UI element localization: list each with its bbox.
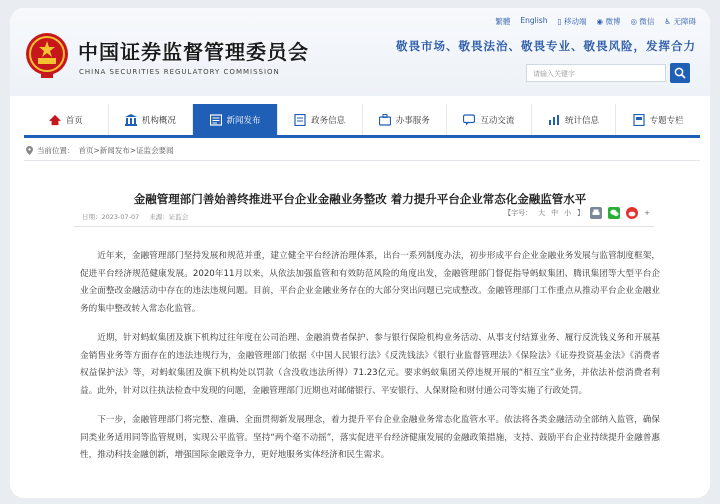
article-paragraph: 近年来，金融管理部门坚持发展和规范并重，建立健全平台经济治理体系，出台一系列制度办法，初步形成平台企业金融业务发展与监管制度框架，促进平台经济规范健康发展。2020年11月以来，从依法加强监管和有效防范风险的角度出发，金融管理部门督促指导蚂蚁集团、腾讯集团等大型平台企业全面整改金融活动中存在的违法违规问题。目前，平台企业金融业务存在的大部分突出问题已完成整改。金融管理部门工作重点从推动平台企业金融业务的集中整改转入常态化监管。 xyxy=(80,251,660,314)
font-size-label: 【字号： xyxy=(504,209,533,217)
link-weibo[interactable]: ◉ 微博 xyxy=(596,17,621,26)
accessibility-icon: ♿ xyxy=(664,17,672,26)
main-nav xyxy=(24,104,700,138)
font-size-medium[interactable]: 中 xyxy=(551,209,559,217)
nav-item-about[interactable]: 机构概况 xyxy=(109,104,194,135)
service-icon xyxy=(379,114,391,126)
more-share-icon[interactable]: + xyxy=(644,209,650,217)
home-icon xyxy=(49,114,61,126)
article-date: 日期：2023-07-07 xyxy=(82,213,140,221)
article-title: 金融管理部门善始善终推进平台企业金融业务整改 着力提升平台企业常态化金融监管水平 xyxy=(133,192,587,206)
site-slogan: 敬畏市场、敬畏法治、敬畏专业、敬畏风险，发挥合力 xyxy=(396,39,696,53)
nav-item-services[interactable]: 办事服务 xyxy=(363,104,448,135)
font-size-small[interactable]: 小 xyxy=(564,209,572,217)
link-mobile[interactable]: ▯ 移动端 xyxy=(557,17,587,26)
chart-icon xyxy=(548,114,560,126)
folder-icon xyxy=(633,114,645,126)
search-icon xyxy=(674,67,686,79)
nav-item-interaction[interactable]: 互动交流 xyxy=(447,104,532,135)
link-accessibility[interactable]: ♿ 无障碍 xyxy=(664,17,696,26)
weibo-share-icon[interactable] xyxy=(626,207,638,219)
org-name-cn: 中国证券监督管理委员会 xyxy=(78,40,309,64)
breadcrumb xyxy=(26,145,174,156)
document-icon xyxy=(294,114,306,126)
link-wechat[interactable]: ◎ 微信 xyxy=(630,17,655,26)
breadcrumb-divider xyxy=(24,160,700,161)
nav-item-statistics[interactable]: 统计信息 xyxy=(532,104,617,135)
article-paragraph: 近期，针对蚂蚁集团及旗下机构过往年度在公司治理、金融消费者保护、参与银行保险机构业务活动、从事支付结算业务、履行反洗钱义务和开展基金销售业务等方面存在的违法违规行为，金融管理部门依据《中国人民银行法》《反洗钱法》《银行业监督管理法》《保险法》《证券投资基金法》《消费者权益保护法》等，对蚂蚁集团及旗下机构处以罚款（含没收违法所得）71.23亿元。要求蚂蚁集团关停违规开展的“相互宝”业务，并依法补偿消费者利益。此外，针对以往执法检查中发现的问题，金融管理部门近期也对邮储银行、平安银行、人保财险和财付通公司等实施了行政处罚。 xyxy=(80,333,660,396)
search-button[interactable] xyxy=(670,63,690,83)
article-body xyxy=(80,248,660,477)
font-size-large[interactable]: 大 xyxy=(538,209,546,217)
nav-item-gov-info[interactable]: 政务信息 xyxy=(278,104,363,135)
top-links xyxy=(495,16,696,27)
location-pin-icon xyxy=(26,146,33,155)
mobile-icon: ▯ xyxy=(557,17,562,26)
org-name-en: CHINA SECURITIES REGULATORY COMMISSION xyxy=(79,68,280,76)
nav-item-topics[interactable]: 专题专栏 xyxy=(616,104,700,135)
wechat-share-icon[interactable] xyxy=(608,207,620,219)
breadcrumb-prefix: 当前位置： xyxy=(37,146,75,155)
chat-icon xyxy=(463,114,475,126)
article-source: 来源：证监会 xyxy=(149,213,189,221)
browser-page xyxy=(10,8,710,498)
weibo-icon: ◉ xyxy=(596,17,604,26)
wechat-icon: ◎ xyxy=(630,17,637,26)
article-divider xyxy=(74,226,654,227)
nav-item-home[interactable]: 首页 xyxy=(24,104,109,135)
print-icon[interactable] xyxy=(590,207,602,219)
font-size-close: 】 xyxy=(577,209,585,217)
breadcrumb-path[interactable]: 首页>新闻发布>证监会要闻 xyxy=(78,146,174,155)
article-meta xyxy=(82,212,188,221)
article-paragraph: 下一步，金融管理部门将完整、准确、全面贯彻新发展理念，着力提升平台企业金融业务常态化监管水平。依法将各类金融活动全部纳入监管，确保同类业务适用同等监管规则，实现公平监管。坚持“两个毫不动摇”，落实促进平台经济健康发展的金融政策措施，支持、鼓励平台企业持续提升金融普惠性，推动科技金融创新，增强国际金融竞争力，更好地服务实体经济和民生需求。 xyxy=(80,415,660,460)
article-tools xyxy=(504,207,650,219)
search-input[interactable]: 请输入关键字 xyxy=(526,64,666,82)
site-header xyxy=(10,8,710,96)
link-english[interactable]: English xyxy=(520,16,548,25)
news-icon xyxy=(210,114,222,126)
national-emblem-icon xyxy=(24,30,70,80)
nav-item-news[interactable]: 新闻发布 xyxy=(193,104,278,135)
building-icon xyxy=(125,114,137,126)
link-traditional[interactable]: 繁體 xyxy=(495,17,511,26)
